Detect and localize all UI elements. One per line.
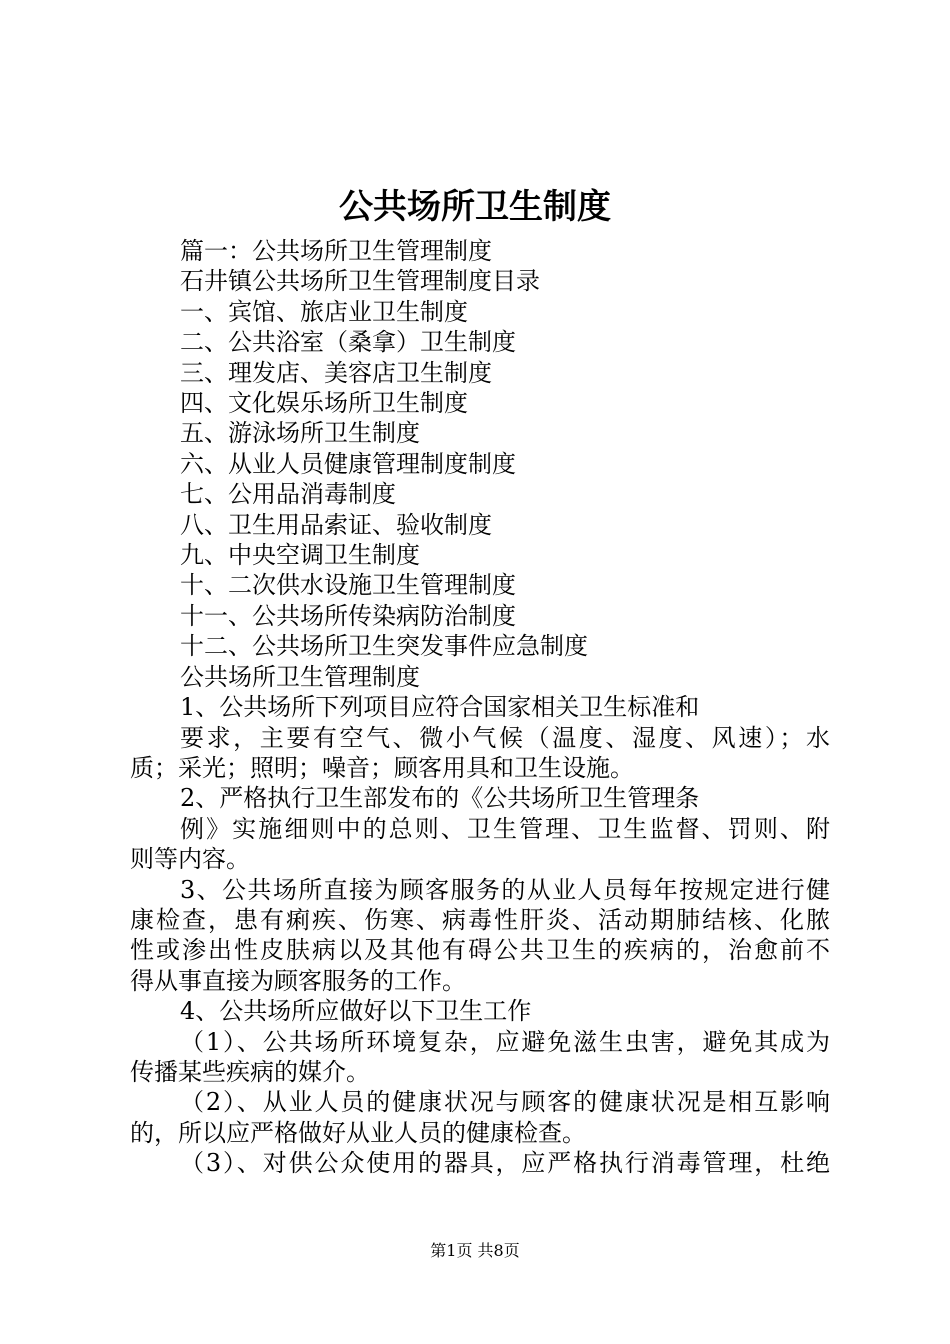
paragraph-line: （1）、公共场所环境复杂，应避免滋生虫害，避免其成为	[180, 1027, 830, 1056]
paragraph-line: 传播某些疾病的媒介。	[130, 1057, 370, 1086]
toc-item: 十、二次供水设施卫生管理制度	[180, 571, 516, 600]
paragraph-line: 1、公共场所下列项目应符合国家相关卫生标准和	[180, 693, 700, 722]
text-line: 石井镇公共场所卫生管理制度目录	[180, 267, 540, 296]
text-line: 篇一：公共场所卫生管理制度	[180, 237, 492, 265]
toc-item: 一、宾馆、旅店业卫生制度	[180, 297, 468, 326]
paragraph-line: 质；采光；照明；噪音；顾客用具和卫生设施。	[130, 753, 634, 782]
paragraph-line: 3、公共场所直接为顾客服务的从业人员每年按规定进行健	[180, 875, 830, 904]
paragraph-line: （3）、对供公众使用的器具，应严格执行消毒管理，杜绝	[180, 1149, 830, 1178]
toc-item: 十二、公共场所卫生突发事件应急制度	[180, 632, 588, 661]
page-footer: 第1页 共8页	[430, 1241, 520, 1260]
paragraph-line: 要求，主要有空气、微小气候（温度、湿度、风速）；水	[180, 723, 830, 752]
paragraph-line: 康检查，患有痢疾、伤寒、病毒性肝炎、活动期肺结核、化脓	[130, 905, 830, 934]
toc-item: 八、卫生用品索证、验收制度	[180, 510, 492, 539]
toc-item: 五、游泳场所卫生制度	[180, 419, 420, 448]
toc-item: 七、公用品消毒制度	[180, 480, 396, 509]
paragraph-line: 则等内容。	[130, 845, 250, 874]
toc-item: 三、理发店、美容店卫生制度	[180, 358, 492, 387]
paragraph-line: 例》实施细则中的总则、卫生管理、卫生监督、罚则、附	[180, 814, 830, 843]
toc-item: 六、从业人员健康管理制度制度	[180, 449, 516, 478]
paragraph-line: 2、严格执行卫生部发布的《公共场所卫生管理条	[180, 784, 700, 813]
paragraph-line: 4、公共场所应做好以下卫生工作	[180, 997, 532, 1026]
paragraph-line: 的，所以应严格做好从业人员的健康检查。	[130, 1118, 586, 1147]
toc-item: 十一、公共场所传染病防治制度	[180, 601, 516, 630]
section-heading: 公共场所卫生管理制度	[180, 662, 420, 691]
toc-item: 九、中央空调卫生制度	[180, 541, 420, 570]
paragraph-line: （2）、从业人员的健康状况与顾客的健康状况是相互影响	[180, 1088, 830, 1117]
paragraph-line: 得从事直接为顾客服务的工作。	[130, 966, 466, 995]
document-title: 公共场所卫生制度	[339, 187, 611, 227]
toc-item: 四、文化娱乐场所卫生制度	[180, 389, 468, 418]
toc-item: 二、公共浴室（桑拿）卫生制度	[180, 328, 516, 357]
document-body	[130, 236, 830, 1179]
paragraph-line: 性或渗出性皮肤病以及其他有碍公共卫生的疾病的，治愈前不	[130, 936, 830, 965]
